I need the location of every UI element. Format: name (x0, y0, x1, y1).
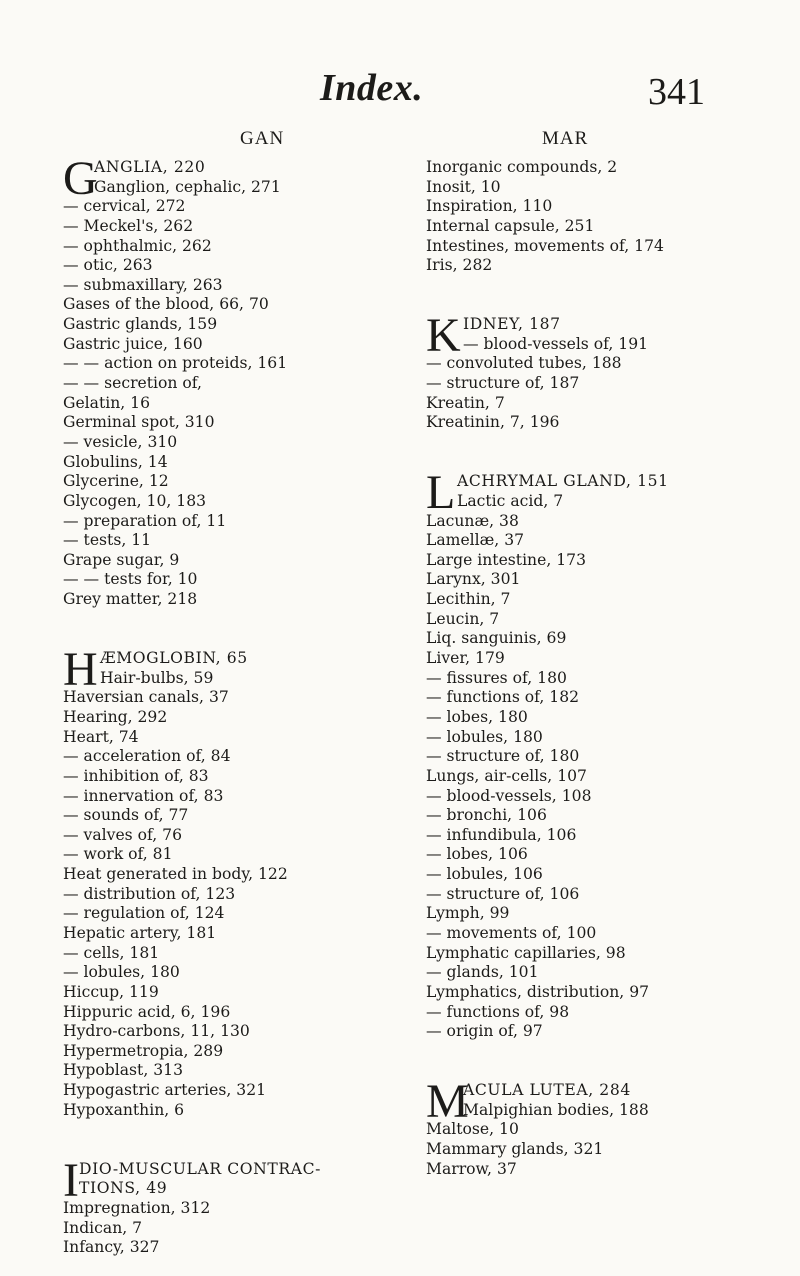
index-entry: — submaxillary, 263 (63, 275, 223, 294)
index-entry: TIONS, 49 (79, 1179, 168, 1198)
entry-list-m (426, 1120, 796, 1179)
drop-cap-k: K (426, 309, 461, 363)
index-entry: — structure of, 187 (426, 374, 580, 393)
index-entry: Liver, 179 (426, 649, 505, 668)
index-entry: Large intestine, 173 (426, 550, 587, 569)
index-entry: Impregnation, 312 (63, 1198, 211, 1217)
index-entry: Kreatinin, 7, 196 (426, 413, 560, 432)
drop-cap-m: M (426, 1075, 469, 1129)
guide-word-right: MAR (542, 128, 589, 149)
index-entry: Kreatin, 7 (426, 393, 505, 412)
section-spacer (63, 610, 393, 630)
index-entry: — tests, 11 (63, 531, 152, 550)
index-entry: — cervical, 272 (63, 197, 186, 216)
index-entry: Hippuric acid, 6, 196 (63, 1002, 231, 1021)
index-entry: Lactic acid, 7 (457, 491, 564, 510)
index-column-right (426, 158, 796, 1179)
index-entry: Hepatic artery, 181 (63, 923, 217, 942)
index-entry: Gastric glands, 159 (63, 315, 218, 334)
index-entry: Leucin, 7 (426, 609, 500, 628)
index-entry: — blood-vessels, 108 (426, 786, 592, 805)
index-entry-heading: IDNEY, 187 (463, 315, 561, 334)
index-entry: Globulins, 14 (63, 452, 168, 471)
index-entry: Inorganic compounds, 2 (426, 158, 618, 176)
index-entry: Heart, 74 (63, 727, 139, 746)
section-spacer (426, 433, 796, 453)
index-entry: — Meckel's, 262 (63, 216, 194, 235)
guide-word-left: GAN (240, 128, 285, 149)
index-entry: — origin of, 97 (426, 1022, 543, 1041)
index-entry: Hearing, 292 (63, 707, 168, 726)
index-entry: Liq. sanguinis, 69 (426, 629, 567, 648)
section-spacer (426, 276, 796, 296)
entry-list-g (63, 197, 393, 609)
index-entry: Lymphatic capillaries, 98 (426, 943, 626, 962)
index-entry: Lymph, 99 (426, 904, 510, 923)
index-entry: — preparation of, 11 (63, 511, 227, 530)
entry-list-k (426, 354, 796, 433)
section-spacer (426, 1061, 796, 1081)
index-entry: Malpighian bodies, 188 (463, 1100, 649, 1119)
drop-cap-h: H (63, 643, 98, 697)
index-entry: Internal capsule, 251 (426, 216, 595, 235)
index-entry: Haversian canals, 37 (63, 688, 229, 707)
index-entry: — sounds of, 77 (63, 806, 189, 825)
index-entry: — — action on proteids, 161 (63, 354, 288, 373)
index-entry: Iris, 282 (426, 256, 493, 275)
letter-section-g (63, 152, 393, 205)
index-entry: Gastric juice, 160 (63, 334, 203, 353)
index-entry: — acceleration of, 84 (63, 747, 231, 766)
index-entry: Mammary glands, 321 (426, 1140, 604, 1159)
index-entry: — infundibula, 106 (426, 825, 577, 844)
index-entry: — distribution of, 123 (63, 884, 236, 903)
index-entry: Larynx, 301 (426, 570, 521, 589)
index-entry: Heat generated in body, 122 (63, 865, 288, 884)
index-entry: — inhibition of, 83 (63, 766, 209, 785)
index-entry: Hydro-carbons, 11, 130 (63, 1022, 250, 1041)
index-entry: Gases of the blood, 66, 70 (63, 295, 269, 314)
index-entry: — bronchi, 106 (426, 806, 547, 825)
index-entry: — — tests for, 10 (63, 570, 198, 589)
index-entry: — regulation of, 124 (63, 904, 225, 923)
entry-list-i (63, 1199, 393, 1258)
index-entry: Hypoxanthin, 6 (63, 1100, 185, 1119)
index-entry: Hypermetropia, 289 (63, 1041, 224, 1060)
page-number: 341 (648, 71, 705, 113)
index-entry: Inspiration, 110 (426, 197, 553, 216)
index-entry: Marrow, 37 (426, 1159, 517, 1178)
index-column-left (63, 152, 393, 1258)
index-entry: Indican, 7 (63, 1218, 143, 1237)
index-entry: — convoluted tubes, 188 (426, 354, 622, 373)
index-entry: Glycerine, 12 (63, 472, 169, 491)
running-header (0, 66, 800, 116)
section-spacer (63, 1140, 393, 1160)
index-entry: Lecithin, 7 (426, 590, 511, 609)
letter-section-l (426, 466, 796, 520)
index-entry: Maltose, 10 (426, 1120, 519, 1139)
index-entry: Grape sugar, 9 (63, 550, 180, 569)
section-spacer (426, 453, 796, 473)
section-spacer (426, 1042, 796, 1062)
index-entry: Hiccup, 119 (63, 982, 159, 1001)
index-entry: Lymphatics, distribution, 97 (426, 982, 650, 1001)
index-entry: Intestines, movements of, 174 (426, 236, 664, 255)
index-entry: — cells, 181 (63, 943, 160, 962)
index-entry: — otic, 263 (63, 256, 153, 275)
index-entry-heading: DIO-MUSCULAR CONTRAC- (79, 1159, 322, 1178)
index-entry-heading: ANGLIA, 220 (94, 158, 206, 176)
section-spacer (426, 295, 796, 315)
index-entry: — blood-vessels of, 191 (463, 334, 649, 353)
index-entry: Infancy, 327 (63, 1238, 160, 1257)
index-entry: Inosit, 10 (426, 177, 501, 196)
index-entry: — structure of, 106 (426, 884, 580, 903)
section-spacer (63, 1120, 393, 1140)
index-entry: Lacunæ, 38 (426, 511, 519, 530)
index-entry-heading: ACULA LUTEA, 284 (463, 1081, 631, 1100)
index-entry: — functions of, 182 (426, 688, 580, 707)
drop-cap-i: I (63, 1153, 79, 1207)
index-entry: — work of, 81 (63, 845, 173, 864)
index-entry: — innervation of, 83 (63, 786, 224, 805)
index-entry: — ophthalmic, 262 (63, 236, 212, 255)
index-entry: Grey matter, 218 (63, 590, 198, 609)
index-entry: Lamellæ, 37 (426, 531, 525, 550)
entry-list-i-continued (426, 158, 796, 276)
index-entry: Glycogen, 10, 183 (63, 491, 207, 510)
index-entry: Germinal spot, 310 (63, 413, 215, 432)
index-entry: — structure of, 180 (426, 747, 580, 766)
index-entry: — vesicle, 310 (63, 432, 178, 451)
letter-section-i (63, 1153, 393, 1207)
index-entry: Hair-bulbs, 59 (100, 668, 214, 687)
drop-cap-g: G (63, 152, 98, 205)
index-entry: Lungs, air-cells, 107 (426, 766, 587, 785)
index-entry: — glands, 101 (426, 963, 539, 982)
index-entry: Hypoblast, 313 (63, 1061, 183, 1080)
section-spacer (63, 629, 393, 649)
index-entry: Gelatin, 16 (63, 393, 151, 412)
entry-list-l (426, 512, 796, 1042)
index-entry: — lobules, 180 (63, 963, 180, 982)
index-entry: Hypogastric arteries, 321 (63, 1081, 267, 1100)
letter-section-k (426, 309, 796, 363)
index-entry: — valves of, 76 (63, 825, 183, 844)
index-entry-heading: ÆMOGLOBIN, 65 (100, 649, 248, 668)
index-entry: — fissures of, 180 (426, 668, 567, 687)
index-entry: — lobes, 180 (426, 707, 528, 726)
index-entry: Ganglion, cephalic, 271 (94, 177, 281, 196)
drop-cap-l: L (426, 466, 456, 520)
letter-section-h (63, 643, 393, 697)
entry-list-h (63, 688, 393, 1120)
index-entry: — functions of, 98 (426, 1002, 570, 1021)
index-entry-heading: ACHRYMAL GLAND, 151 (457, 472, 669, 491)
index-entry: — lobules, 106 (426, 865, 543, 884)
index-entry: — lobes, 106 (426, 845, 528, 864)
index-entry: — lobules, 180 (426, 727, 543, 746)
index-title: Index. (320, 67, 424, 109)
index-entry: — movements of, 100 (426, 923, 597, 942)
letter-section-m (426, 1075, 796, 1129)
index-entry: — — secretion of, (63, 374, 202, 393)
